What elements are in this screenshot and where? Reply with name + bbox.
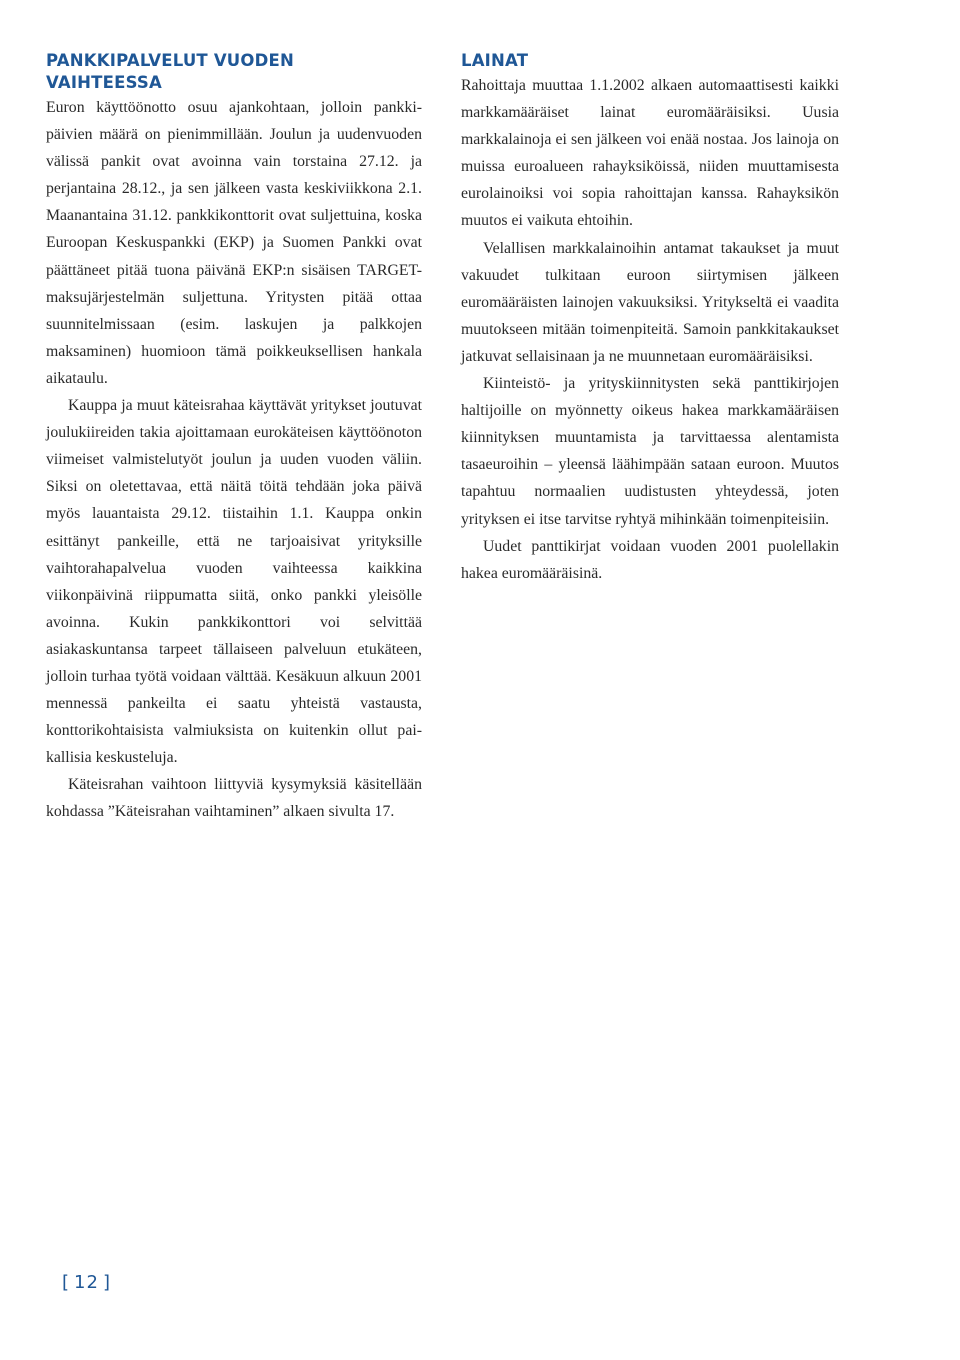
paragraph: Käteisrahan vaihtoon liittyviä kysymyksiä käsitellään kohdassa ”Käteisrahan vaihtaminen” alkaen sivulta 17.	[46, 776, 422, 821]
paragraph: Velallisen markkalainoihin antamat takaukset ja muut vakuudet tulkitaan euroon siirtymisen jälkeen euromääräisten lainojen vakuuksiksi. Yritykseltä ei vaadita muutokseen mitään toimenpiteitä. Samoin pankkitakaukset jatkuvat sellaisinaan ja ne muunnetaan euromääräisiksi.	[461, 239, 839, 365]
section-heading-pankkipalvelut	[46, 50, 422, 94]
heading-line-2: VAIHTEESSA	[46, 73, 162, 92]
section-heading-lainat: LAINAT	[461, 51, 529, 70]
left-column	[46, 50, 422, 826]
heading-line-1: PANKKIPALVELUT VUODEN	[46, 51, 294, 70]
page-number: 12	[74, 1272, 99, 1293]
paragraph: Kauppa ja muut käteisrahaa käyttävät yritykset joutuvat joulukiireiden takia ajoittamaan eurokäteisen käyttöönoton viimeiset valmistelutyöt joulun ja uuden vuoden väliin. Siksi on oletettavaa, että näitä töitä tehdään joka päivä myös lauantaista 29.12. tiistaihin 1.1. Kauppa onkin esittänyt pankeille, että ne tarjoaisivat yrityksille vaihtorahapalvelua vuoden vaihteessa kaikkina viikonpäivinä riippumatta siitä, onko pankki yleisölle avoinna. Kukin pankkikonttori voi selvittää asiakaskuntansa tarpeet tällaiseen palveluun etukäteen, jolloin turhaa työtä voidaan välttää. Kesäkuun alkuun 2001 mennessä pankeilta ei saatu yhteistä vastausta, konttorikohtaisista valmiuksista on kuitenkin ollut paikallisia keskusteluja.	[46, 397, 422, 767]
paragraph: Rahoittaja muuttaa 1.1.2002 alkaen automaattisesti kaikki markkamääräiset lainat euromääräisiksi. Uusia markkalainoja ei sen jälkeen voi enää nostaa. Jos lainoja on muissa euroalueen rahayksiköissä, niiden muuttamisesta eurolainoiksi voi sopia rahoittajan kanssa. Rahayksikön muutos ei vaikuta ehtoihin.	[461, 77, 839, 230]
bracket-open: [	[62, 1272, 71, 1293]
paragraph: Kiinteistö- ja yrityskiinnitysten sekä panttikirjojen haltijoille on myönnetty oikeus hakea markkamääräisen kiinnityksen muuntamista ja tarvittaessa alentamista tasaeuroihin – yleensä läähimpään sataan euroon. Muutos tapahtuu normaalien uudistusten yhteydessä, joten yrityksen ei itse tarvitse ryhtyä mihinkään toimenpiteisiin.	[461, 375, 839, 528]
right-column	[461, 50, 839, 587]
page-number-footer	[62, 1272, 111, 1293]
paragraph: Euron käyttöönotto osuu ajankohtaan, jolloin pankkipäivien määrä on pienimmillään. Joulun ja uudenvuoden välissä pankit ovat avoinna vain torstaina 27.12. ja perjantaina 28.12., ja sen jälkeen vasta keskiviikkona 2.1. Maanantaina 31.12. pankkikonttorit ovat suljettuina, koska Euroopan Keskuspankki (EKP) ja Suomen Pankki ovat päättäneet pitää tuona päivänä EKP:n sisäisen TARGET-maksujärjestelmän suljettuna. Yritysten pitää ottaa suunnitelmissaan (esim. laskujen ja palkkojen maksaminen) huomioon tämä poikkeuksellisen hankala aikataulu.	[46, 99, 422, 387]
bracket-close: ]	[102, 1272, 111, 1293]
paragraph: Uudet panttikirjat voidaan vuoden 2001 puolellakin hakea euromääräisinä.	[461, 537, 839, 582]
